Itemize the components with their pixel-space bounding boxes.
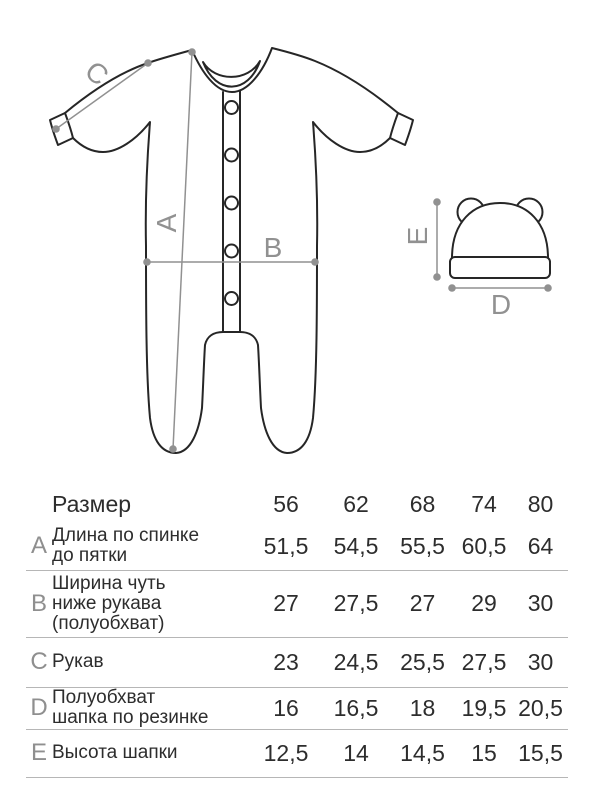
row-label-line: Полуобхват xyxy=(52,687,156,708)
cell-value: 27,5 xyxy=(322,570,390,637)
dimension-label-a: A xyxy=(150,213,182,233)
cell-value: 51,5 xyxy=(250,523,322,570)
table-row xyxy=(26,637,568,687)
cell-value: 15,5 xyxy=(513,729,568,777)
size-column-header: 80 xyxy=(527,490,554,517)
row-label-line: до пятки xyxy=(52,545,128,567)
cell-value: 64 xyxy=(513,523,568,570)
snap-button xyxy=(225,197,238,210)
row-label-line: Высота шапки xyxy=(52,742,178,763)
row-letter: D xyxy=(26,687,52,729)
measure-dot xyxy=(144,59,152,67)
cell-value: 23 xyxy=(250,637,322,687)
hat-drawing xyxy=(450,199,550,279)
cell-value: 27 xyxy=(250,570,322,637)
measure-dot xyxy=(433,198,441,206)
cell-value: 16,5 xyxy=(322,687,390,729)
cell-value: 54,5 xyxy=(322,523,390,570)
measure-dot xyxy=(52,125,60,133)
row-label-line: Длина по спинке xyxy=(52,525,200,547)
cell-value: 30 xyxy=(513,570,568,637)
cell-value: 15 xyxy=(455,729,513,777)
dimension-label-e: E xyxy=(401,226,433,246)
cell-value: 12,5 xyxy=(250,729,322,777)
measure-dot xyxy=(544,284,552,292)
row-letter: B xyxy=(26,570,52,637)
row-label-line: ниже рукава xyxy=(52,592,162,614)
measure-dot xyxy=(143,258,151,266)
cell-value: 16 xyxy=(250,687,322,729)
table-row xyxy=(26,687,568,729)
cell-value: 25,5 xyxy=(390,637,455,687)
row-label-line: шапка по резинке xyxy=(52,707,209,728)
snap-button xyxy=(225,292,238,305)
snap-button xyxy=(225,149,238,162)
table-header-row xyxy=(26,485,568,523)
table-row xyxy=(26,570,568,637)
size-table xyxy=(26,485,568,778)
snap-button xyxy=(225,245,238,258)
measure-dot xyxy=(188,48,196,56)
measure-dot xyxy=(433,273,441,281)
size-column-header: 68 xyxy=(409,490,436,517)
size-header-label: Размер xyxy=(52,490,132,517)
cell-value: 18 xyxy=(390,687,455,729)
cell-value: 27,5 xyxy=(455,637,513,687)
cell-value: 30 xyxy=(513,637,568,687)
cell-value: 19,5 xyxy=(455,687,513,729)
size-column-header: 74 xyxy=(471,490,497,517)
cell-value: 24,5 xyxy=(322,637,390,687)
measure-dot xyxy=(311,258,319,266)
row-label xyxy=(52,729,250,777)
size-column-header: 56 xyxy=(273,490,299,517)
cell-value: 14,5 xyxy=(390,729,455,777)
cell-value: 55,5 xyxy=(390,523,455,570)
row-label-line: (полуобхват) xyxy=(52,612,165,634)
onesie-drawing xyxy=(50,48,413,453)
hat-brim xyxy=(450,257,550,278)
letter-cell xyxy=(26,485,52,523)
row-letter: A xyxy=(26,523,52,570)
cell-value: 60,5 xyxy=(455,523,513,570)
dimension-label-d: D xyxy=(490,288,512,320)
row-label xyxy=(52,687,250,729)
cell-value: 20,5 xyxy=(513,687,568,729)
row-label xyxy=(52,523,250,570)
dimension-label-b: B xyxy=(263,231,283,263)
row-letter: E xyxy=(26,729,52,777)
size-column-header: 62 xyxy=(343,490,369,517)
snap-button xyxy=(225,101,238,114)
row-label-line: Рукав xyxy=(52,651,104,672)
dimension-label-c: C xyxy=(79,54,115,92)
cell-value: 14 xyxy=(322,729,390,777)
row-label-line: Ширина чуть xyxy=(52,572,166,594)
cell-value: 29 xyxy=(455,570,513,637)
measure-dot xyxy=(448,284,456,292)
row-label xyxy=(52,637,250,687)
measure-dot xyxy=(169,445,177,453)
row-label xyxy=(52,570,250,637)
table-row xyxy=(26,523,568,570)
row-letter: C xyxy=(26,637,52,687)
cell-value: 27 xyxy=(390,570,455,637)
table-row xyxy=(26,729,568,777)
